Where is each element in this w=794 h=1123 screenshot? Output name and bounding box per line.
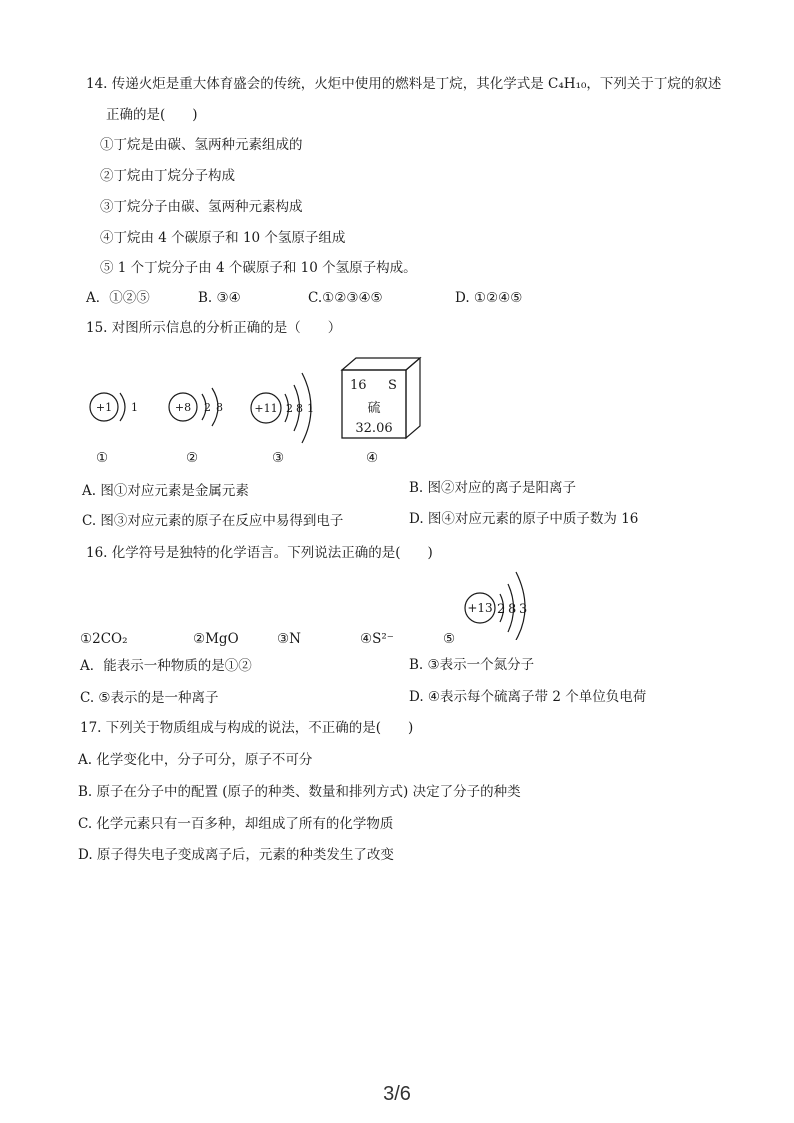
q15-stem: 15. 对图所示信息的分析正确的是（ ） — [86, 320, 342, 336]
q14-item-3: ③丁烷分子由碳、氢两种元素构成 — [100, 199, 303, 215]
q14-stem-line1: 14. 传递火炬是重大体育盛会的传统，火炬中使用的燃料是丁烷，其化学式是 C₄H₁₀，下列关于丁烷的叙述 — [86, 76, 722, 92]
figure-3-caption: ③ — [272, 450, 285, 466]
q16-option-a: A．能表示一种物质的是①② — [80, 658, 252, 674]
q16-option-d: D. ④表示每个硫离子带 2 个单位负电荷 — [409, 689, 647, 705]
electron-shell-arc — [120, 393, 125, 421]
shell-electrons: 3 — [519, 602, 528, 617]
q14-option-c: C.①②③④⑤ — [308, 290, 383, 306]
q16-symbol-2: ②MgO — [193, 631, 239, 647]
shell-electrons: 8 — [216, 401, 223, 414]
shell-electrons: 2 — [497, 602, 506, 617]
atom-structure-diagram-1 — [84, 386, 144, 430]
q15-option-a: A. 图①对应元素是金属元素 — [82, 483, 249, 499]
q16-symbol-4: ④S²⁻ — [360, 631, 394, 647]
q14-option-a: A．①②⑤ — [86, 290, 150, 306]
q14-item-1: ①丁烷是由碳、氢两种元素组成的 — [100, 137, 303, 153]
q17-option-a: A. 化学变化中，分子可分，原子不可分 — [78, 752, 313, 768]
nucleus-charge: +13 — [467, 601, 493, 615]
atom-structure-diagram-3 — [245, 368, 335, 448]
q17-option-d: D. 原子得失电子变成离子后，元素的种类发生了改变 — [78, 847, 394, 863]
q17-option-b: B. 原子在分子中的配置 (原子的种类、数量和排列方式) 决定了分子的种类 — [78, 784, 521, 800]
nucleus-charge: +8 — [174, 401, 192, 414]
periodic-table-cell — [340, 356, 422, 440]
q14-stem-line2: 正确的是( ) — [106, 107, 198, 123]
nucleus-charge: +11 — [254, 402, 278, 415]
atom-structure-diagram-aluminum — [462, 568, 544, 640]
q15-option-c: C. 图③对应元素的原子在反应中易得到电子 — [82, 513, 344, 529]
shell-electrons: 8 — [296, 402, 303, 415]
atomic-mass: 32.06 — [355, 421, 393, 436]
atom-structure-diagram-2 — [166, 384, 236, 432]
shell-electrons: 2 — [286, 402, 293, 415]
figure-2-caption: ② — [186, 450, 199, 466]
q16-option-b: B. ③表示一个氮分子 — [409, 657, 535, 673]
figure-1-caption: ① — [96, 450, 109, 466]
shell-electrons: 2 — [204, 401, 211, 414]
q14-option-b: B. ③④ — [198, 290, 241, 306]
shell-electrons: 8 — [508, 602, 517, 617]
q15-option-b: B. 图②对应的离子是阳离子 — [409, 480, 577, 496]
q16-option-c: C. ⑤表示的是一种离子 — [80, 690, 219, 706]
element-name: 硫 — [367, 401, 381, 416]
page-number: 3/6 — [383, 1083, 411, 1105]
figure-4-caption: ④ — [366, 450, 379, 466]
q14-item-4: ④丁烷由 4 个碳原子和 10 个氢原子组成 — [100, 230, 346, 246]
shell-electrons: 1 — [307, 402, 314, 415]
element-symbol: S — [388, 378, 397, 393]
q14-item-2: ②丁烷由丁烷分子构成 — [100, 168, 235, 184]
q17-option-c: C. 化学元素只有一百多种，却组成了所有的化学物质 — [78, 816, 394, 832]
cell-side-face — [406, 358, 420, 438]
q16-symbol-1: ①2CO₂ — [80, 631, 128, 647]
nucleus-charge: +1 — [95, 401, 113, 414]
atomic-number: 16 — [350, 378, 367, 393]
q16-symbol-5: ⑤ — [443, 631, 456, 647]
q16-symbol-3: ③N — [277, 631, 301, 647]
q15-option-d: D. 图④对应元素的原子中质子数为 16 — [409, 511, 639, 527]
q14-option-d: D. ①②④⑤ — [455, 290, 523, 306]
q16-stem: 16. 化学符号是独特的化学语言。下列说法正确的是( ) — [86, 545, 433, 561]
shell-electrons: 1 — [131, 401, 138, 414]
q14-item-5: ⑤ 1 个丁烷分子由 4 个碳原子和 10 个氢原子构成。 — [100, 260, 417, 276]
q17-stem: 17. 下列关于物质组成与构成的说法，不正确的是( ) — [80, 720, 414, 736]
